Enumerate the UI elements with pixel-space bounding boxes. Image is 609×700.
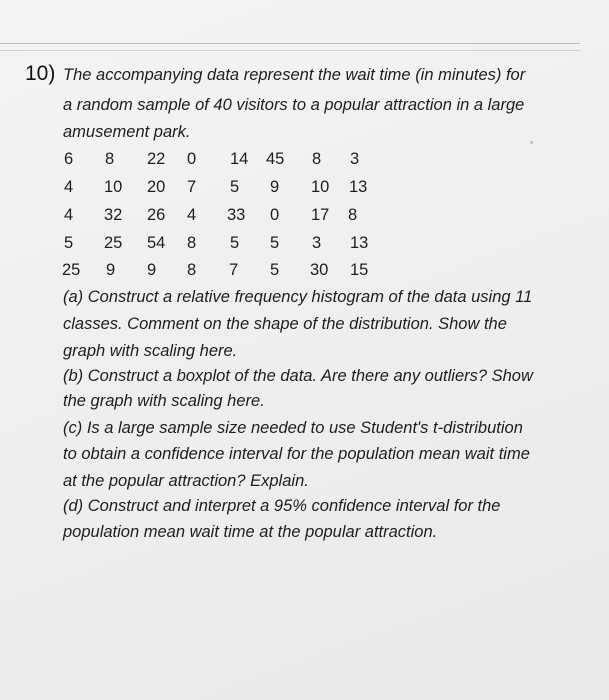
intro-line-3: amusement park. [63,123,191,141]
data-cell: 9 [147,261,157,279]
part-c-line-2: to obtain a confidence interval for the population mean wait time [63,445,530,463]
data-cell: 13 [350,234,369,252]
data-cell: 17 [311,206,330,224]
data-cell: 8 [105,150,115,168]
intro-line-1: The accompanying data represent the wait time (in minutes) for [63,66,526,84]
part-d-line-2: population mean wait time at the popular attraction. [63,523,438,541]
data-cell: 5 [64,234,74,252]
data-cell: 6 [64,150,74,168]
data-cell: 32 [104,206,123,224]
part-a-line-1: (a) Construct a relative frequency histogram of the data using 11 [63,288,533,306]
data-cell: 14 [230,150,249,168]
data-cell: 20 [147,178,166,196]
data-cell: 26 [147,206,166,224]
data-cell: 8 [348,206,358,224]
data-cell: 10 [104,178,123,196]
data-cell: 8 [187,261,197,279]
data-cell: 7 [187,178,197,196]
top-divider-secondary [0,50,580,51]
part-b-line-1: (b) Construct a boxplot of the data. Are there any outliers? Show [63,367,533,385]
data-cell: 5 [230,234,240,252]
data-cell: 10 [311,178,330,196]
part-a-line-3: graph with scaling here. [63,342,238,360]
part-a-line-2: classes. Comment on the shape of the distribution. Show the [63,315,507,333]
data-cell: 9 [106,261,116,279]
data-cell: 4 [64,178,74,196]
data-cell: 5 [270,261,280,279]
data-cell: 3 [350,150,360,168]
part-c-line-1: (c) Is a large sample size needed to use Student's t-distribution [63,419,523,437]
top-divider [0,43,580,44]
speck [530,141,533,144]
data-cell: 9 [270,178,280,196]
part-c-line-3: at the popular attraction? Explain. [63,472,309,490]
question-number: 10) [25,62,56,85]
data-cell: 4 [187,206,197,224]
data-cell: 30 [310,261,329,279]
data-cell: 8 [312,150,322,168]
data-cell: 3 [312,234,322,252]
part-d-line-1: (d) Construct and interpret a 95% confidence interval for the [63,497,501,515]
data-cell: 5 [230,178,240,196]
data-cell: 4 [64,206,74,224]
data-cell: 25 [62,261,81,279]
data-cell: 15 [350,261,369,279]
data-cell: 0 [270,206,280,224]
data-cell: 54 [147,234,166,252]
intro-line-2: a random sample of 40 visitors to a popular attraction in a large [63,96,525,114]
data-cell: 13 [349,178,368,196]
data-cell: 8 [187,234,197,252]
data-cell: 7 [229,261,239,279]
data-cell: 25 [104,234,123,252]
data-cell: 5 [270,234,280,252]
part-b-line-2: the graph with scaling here. [63,392,265,410]
data-cell: 0 [187,150,197,168]
data-cell: 33 [227,206,246,224]
data-cell: 22 [147,150,166,168]
data-cell: 45 [266,150,285,168]
